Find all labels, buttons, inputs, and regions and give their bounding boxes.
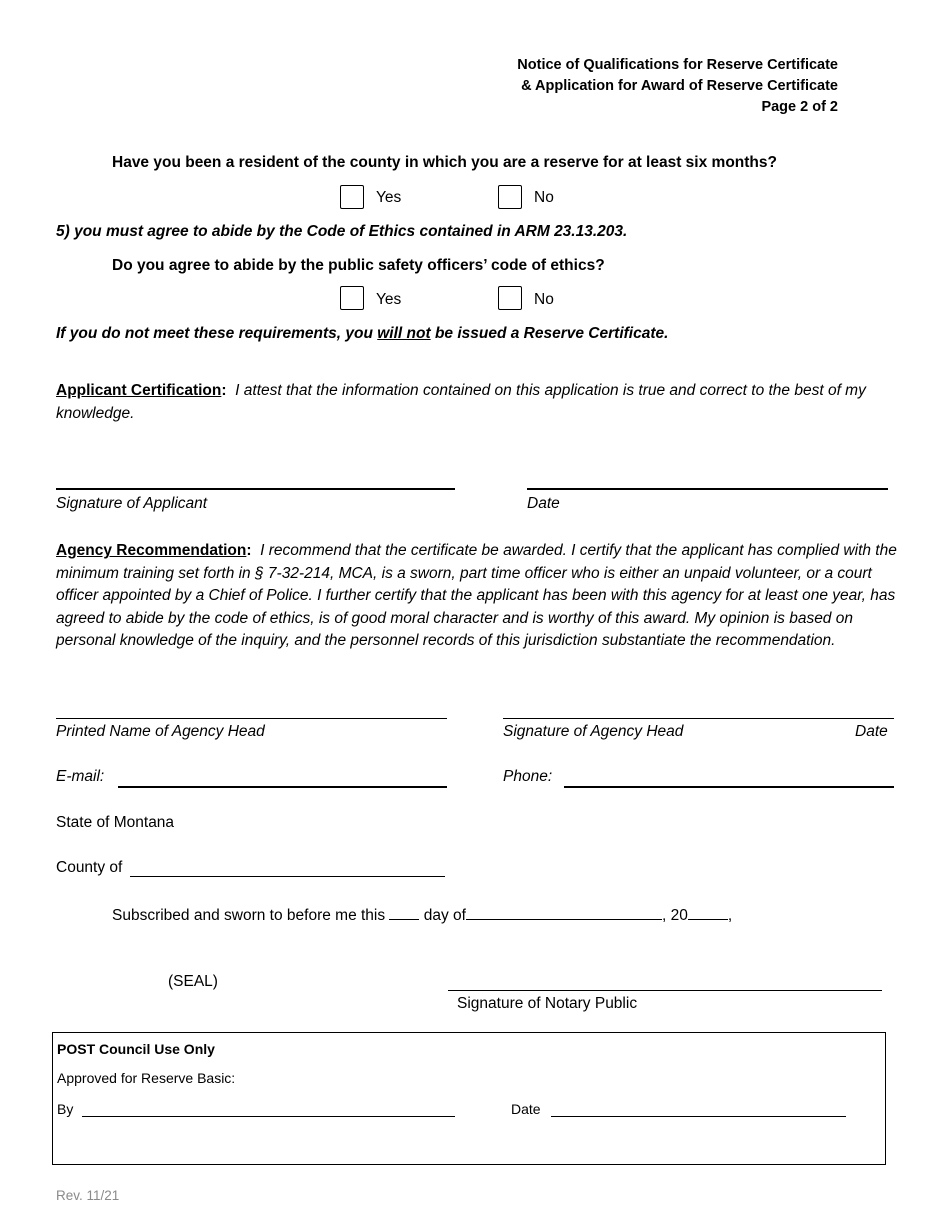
county-label: County of (56, 859, 123, 876)
agency-head-signature-line[interactable] (503, 718, 894, 719)
notary-signature-line[interactable] (448, 990, 882, 991)
post-by-field[interactable] (82, 1116, 455, 1117)
header-title-line-2: & Application for Award of Reserve Certificate (521, 78, 838, 94)
agency-head-name-label: Printed Name of Agency Head (56, 723, 265, 740)
agency-head-name-line[interactable] (56, 718, 447, 719)
notary-signature-label: Signature of Notary Public (457, 995, 638, 1012)
agency-recommendation: Agency Recommendation: I recommend that the certificate be awarded. I certify that the applicant has complied with the minimum training set forth in § 7-32-214, MCA, is a sworn, part time officer who is either an unpaid volunteer, or a court officer appointed by a Chief of Police. I further certify that the applicant has been with this agency for at least one year, has agreed to abide by the code of ethics, is of good moral character and is worthy of this award. My opinion is based on personal knowledge of the inquiry, and the personnel records of this jurisdiction substantiate the recommendation. (56, 542, 897, 650)
ethics-yes-checkbox[interactable] (340, 286, 364, 310)
residency-question: Have you been a resident of the county in which you are a reserve for at least six months? (112, 154, 777, 171)
agency-recommendation-text: I recommend that the certificate be awarded. I certify that the applicant has complied with the minimum training set forth in § 7-32-214, MCA, is a sworn, part time officer who is either an unpaid volunteer, or a court officer appointed by a Chief of Police. I further certify that the applicant has been with this agency for at least one year, has agreed to abide by the code of ethics, is of good moral character and is worthy of this award. My opinion is based on personal knowledge of the inquiry, and the personnel records of this jurisdiction substantiate the recommendation. (56, 542, 897, 650)
phone-field[interactable] (564, 786, 894, 788)
ethics-requirement: 5) you must agree to abide by the Code of Ethics contained in ARM 23.13.203. (56, 223, 628, 240)
applicant-certification: Applicant Certification: I attest that the information contained on this application is true and correct to the best of my knowledge. (56, 382, 866, 422)
sworn-month-field[interactable] (466, 904, 662, 920)
applicant-date-line[interactable] (527, 488, 888, 490)
residency-yes-checkbox[interactable] (340, 185, 364, 209)
post-council-title: POST Council Use Only (57, 1041, 215, 1057)
warning-emphasis: will not (377, 325, 431, 342)
applicant-date-label: Date (527, 495, 560, 512)
ethics-no-checkbox[interactable] (498, 286, 522, 310)
email-label: E-mail: (56, 768, 105, 785)
applicant-certification-label: Applicant Certification (56, 382, 222, 399)
sworn-day-field[interactable] (389, 904, 419, 920)
post-approved-label: Approved for Reserve Basic: (57, 1070, 236, 1086)
agency-recommendation-label: Agency Recommendation (56, 542, 247, 559)
county-field[interactable] (130, 876, 445, 877)
phone-label: Phone: (503, 768, 553, 785)
ethics-no-label: No (534, 291, 554, 308)
header-title-line-1: Notice of Qualifications for Reserve Certificate (517, 57, 838, 73)
requirements-warning: If you do not meet these requirements, you will not be issued a Reserve Certificate. (56, 325, 669, 342)
post-date-label: Date (511, 1101, 541, 1117)
sworn-year-field[interactable] (688, 904, 728, 920)
applicant-certification-text: I attest that the information contained on this application is true and correct to the best of my knowledge. (56, 382, 866, 422)
state-label: State of Montana (56, 814, 175, 831)
applicant-signature-label: Signature of Applicant (56, 495, 208, 512)
post-by-label: By (57, 1101, 74, 1117)
seal-label: (SEAL) (168, 973, 218, 990)
residency-yes-label: Yes (376, 189, 402, 206)
ethics-question: Do you agree to abide by the public safety officers’ code of ethics? (112, 257, 605, 274)
ethics-yes-label: Yes (376, 291, 402, 308)
page-number: Page 2 of 2 (761, 99, 838, 115)
agency-head-date-label: Date (855, 723, 888, 740)
email-field[interactable] (118, 786, 447, 788)
agency-head-signature-label: Signature of Agency Head (503, 723, 684, 740)
sworn-statement: Subscribed and sworn to before me this day of , 20 , (112, 904, 732, 925)
applicant-signature-line[interactable] (56, 488, 455, 490)
post-date-field[interactable] (551, 1116, 846, 1117)
residency-no-checkbox[interactable] (498, 185, 522, 209)
residency-no-label: No (534, 189, 554, 206)
revision-label: Rev. 11/21 (56, 1188, 120, 1203)
